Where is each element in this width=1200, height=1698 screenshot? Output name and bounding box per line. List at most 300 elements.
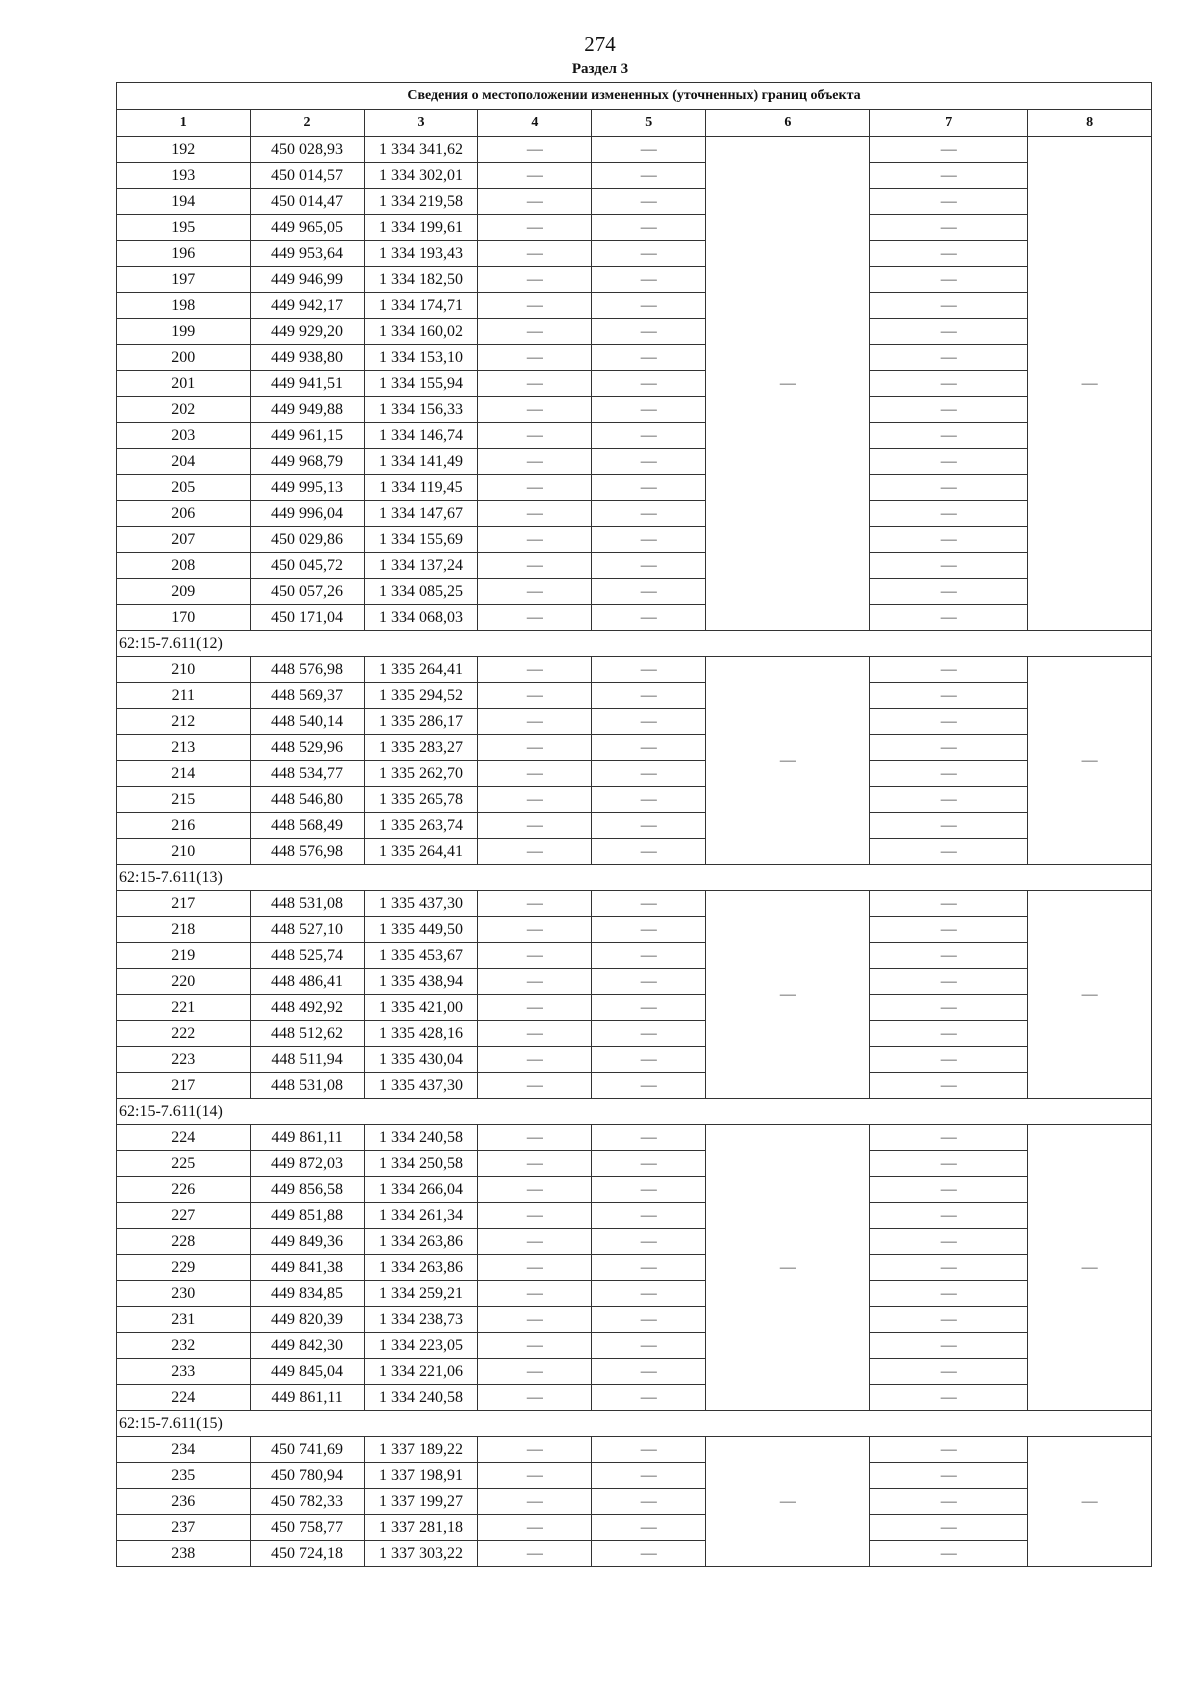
coord-y: 1 334 250,58 (364, 1151, 478, 1177)
point-number: 196 (117, 241, 251, 267)
coord-y: 1 334 263,86 (364, 1229, 478, 1255)
column-7-dash: — (870, 1177, 1028, 1203)
column-7-dash: — (870, 1151, 1028, 1177)
table-row (117, 995, 1152, 1021)
column-number: 1 (117, 110, 251, 137)
point-number: 221 (117, 995, 251, 1021)
column-5-dash: — (592, 1515, 706, 1541)
coord-y: 1 334 302,01 (364, 163, 478, 189)
table-row (117, 605, 1152, 631)
point-number: 194 (117, 189, 251, 215)
point-number: 233 (117, 1359, 251, 1385)
table-row (117, 1255, 1152, 1281)
column-7-dash: — (870, 345, 1028, 371)
column-5-dash: — (592, 709, 706, 735)
column-4-dash: — (478, 683, 592, 709)
column-7-dash: — (870, 527, 1028, 553)
table-row (117, 215, 1152, 241)
point-number: 192 (117, 137, 251, 163)
coord-x: 448 540,14 (250, 709, 364, 735)
table-row (117, 1333, 1152, 1359)
point-number: 193 (117, 163, 251, 189)
coord-x: 450 014,57 (250, 163, 364, 189)
point-number: 220 (117, 969, 251, 995)
coord-x: 450 029,86 (250, 527, 364, 553)
group-label: 62:15-7.611(15) (117, 1411, 1152, 1437)
table-row (117, 917, 1152, 943)
coord-y: 1 334 174,71 (364, 293, 478, 319)
column-6-dash: — (706, 891, 870, 1099)
coord-x: 449 929,20 (250, 319, 364, 345)
table-row (117, 267, 1152, 293)
column-7-dash: — (870, 579, 1028, 605)
column-7-dash: — (870, 1203, 1028, 1229)
coord-y: 1 334 182,50 (364, 267, 478, 293)
point-number: 205 (117, 475, 251, 501)
column-4-dash: — (478, 163, 592, 189)
column-4-dash: — (478, 1515, 592, 1541)
coord-y: 1 335 438,94 (364, 969, 478, 995)
column-4-dash: — (478, 813, 592, 839)
coord-x: 450 741,69 (250, 1437, 364, 1463)
column-4-dash: — (478, 995, 592, 1021)
coord-y: 1 335 263,74 (364, 813, 478, 839)
coord-y: 1 334 156,33 (364, 397, 478, 423)
column-4-dash: — (478, 1047, 592, 1073)
coord-x: 449 961,15 (250, 423, 364, 449)
coord-x: 450 171,04 (250, 605, 364, 631)
column-4-dash: — (478, 1021, 592, 1047)
column-7-dash: — (870, 943, 1028, 969)
coordinates-table (116, 82, 1152, 1567)
coord-x: 449 856,58 (250, 1177, 364, 1203)
column-7-dash: — (870, 449, 1028, 475)
coord-x: 448 492,92 (250, 995, 364, 1021)
column-5-dash: — (592, 891, 706, 917)
column-5-dash: — (592, 1021, 706, 1047)
column-5-dash: — (592, 137, 706, 163)
column-4-dash: — (478, 293, 592, 319)
table-row (117, 735, 1152, 761)
column-7-dash: — (870, 553, 1028, 579)
coord-x: 448 511,94 (250, 1047, 364, 1073)
coord-y: 1 335 428,16 (364, 1021, 478, 1047)
coord-y: 1 334 119,45 (364, 475, 478, 501)
table-row (117, 709, 1152, 735)
column-number: 2 (250, 110, 364, 137)
coord-y: 1 335 283,27 (364, 735, 478, 761)
column-4-dash: — (478, 1333, 592, 1359)
coord-y: 1 334 155,69 (364, 527, 478, 553)
column-7-dash: — (870, 215, 1028, 241)
point-number: 202 (117, 397, 251, 423)
column-5-dash: — (592, 319, 706, 345)
table-row (117, 579, 1152, 605)
coord-x: 448 525,74 (250, 943, 364, 969)
coord-x: 448 486,41 (250, 969, 364, 995)
point-number: 204 (117, 449, 251, 475)
column-6-dash: — (706, 1437, 870, 1567)
column-5-dash: — (592, 215, 706, 241)
point-number: 215 (117, 787, 251, 813)
point-number: 209 (117, 579, 251, 605)
table-row (117, 293, 1152, 319)
column-4-dash: — (478, 605, 592, 631)
coord-y: 1 334 263,86 (364, 1255, 478, 1281)
column-5-dash: — (592, 787, 706, 813)
column-4-dash: — (478, 579, 592, 605)
column-4-dash: — (478, 1151, 592, 1177)
coord-x: 449 941,51 (250, 371, 364, 397)
coord-y: 1 335 437,30 (364, 891, 478, 917)
column-5-dash: — (592, 1307, 706, 1333)
coord-x: 450 057,26 (250, 579, 364, 605)
column-4-dash: — (478, 267, 592, 293)
column-7-dash: — (870, 137, 1028, 163)
column-4-dash: — (478, 891, 592, 917)
column-7-dash: — (870, 241, 1028, 267)
point-number: 229 (117, 1255, 251, 1281)
table-row (117, 1125, 1152, 1151)
column-7-dash: — (870, 995, 1028, 1021)
column-7-dash: — (870, 917, 1028, 943)
coord-y: 1 335 262,70 (364, 761, 478, 787)
coord-y: 1 335 265,78 (364, 787, 478, 813)
point-number: 211 (117, 683, 251, 709)
point-number: 200 (117, 345, 251, 371)
point-number: 206 (117, 501, 251, 527)
column-5-dash: — (592, 1281, 706, 1307)
point-number: 201 (117, 371, 251, 397)
group-row (117, 865, 1152, 891)
coord-x: 449 996,04 (250, 501, 364, 527)
column-5-dash: — (592, 1385, 706, 1411)
column-4-dash: — (478, 1489, 592, 1515)
point-number: 208 (117, 553, 251, 579)
column-number: 5 (592, 110, 706, 137)
coord-y: 1 335 294,52 (364, 683, 478, 709)
column-4-dash: — (478, 761, 592, 787)
column-4-dash: — (478, 1255, 592, 1281)
point-number: 225 (117, 1151, 251, 1177)
coord-y: 1 334 146,74 (364, 423, 478, 449)
coord-y: 1 337 303,22 (364, 1541, 478, 1567)
coord-y: 1 334 238,73 (364, 1307, 478, 1333)
point-number: 197 (117, 267, 251, 293)
column-4-dash: — (478, 657, 592, 683)
column-7-dash: — (870, 1437, 1028, 1463)
column-8-dash: — (1028, 891, 1152, 1099)
column-5-dash: — (592, 501, 706, 527)
point-number: 237 (117, 1515, 251, 1541)
point-number: 228 (117, 1229, 251, 1255)
column-4-dash: — (478, 475, 592, 501)
column-7-dash: — (870, 891, 1028, 917)
point-number: 231 (117, 1307, 251, 1333)
table-row (117, 891, 1152, 917)
column-5-dash: — (592, 969, 706, 995)
column-7-dash: — (870, 657, 1028, 683)
column-5-dash: — (592, 423, 706, 449)
column-5-dash: — (592, 1177, 706, 1203)
column-4-dash: — (478, 371, 592, 397)
column-4-dash: — (478, 345, 592, 371)
coord-x: 450 028,93 (250, 137, 364, 163)
table-row (117, 345, 1152, 371)
column-7-dash: — (870, 1489, 1028, 1515)
group-row (117, 1099, 1152, 1125)
column-7-dash: — (870, 1229, 1028, 1255)
column-5-dash: — (592, 761, 706, 787)
table-row (117, 1177, 1152, 1203)
point-number: 219 (117, 943, 251, 969)
column-5-dash: — (592, 371, 706, 397)
coord-y: 1 334 085,25 (364, 579, 478, 605)
column-5-dash: — (592, 1437, 706, 1463)
coord-x: 449 841,38 (250, 1255, 364, 1281)
coord-x: 449 953,64 (250, 241, 364, 267)
column-7-dash: — (870, 735, 1028, 761)
table-row (117, 241, 1152, 267)
group-row (117, 631, 1152, 657)
coord-y: 1 334 160,02 (364, 319, 478, 345)
table-row (117, 137, 1152, 163)
column-4-dash: — (478, 137, 592, 163)
column-4-dash: — (478, 709, 592, 735)
table-row (117, 839, 1152, 865)
coord-x: 449 834,85 (250, 1281, 364, 1307)
column-7-dash: — (870, 709, 1028, 735)
coord-y: 1 334 223,05 (364, 1333, 478, 1359)
table-row (117, 397, 1152, 423)
column-7-dash: — (870, 371, 1028, 397)
coord-y: 1 334 261,34 (364, 1203, 478, 1229)
column-number: 4 (478, 110, 592, 137)
table-row (117, 163, 1152, 189)
column-4-dash: — (478, 1203, 592, 1229)
column-4-dash: — (478, 501, 592, 527)
table-row (117, 761, 1152, 787)
column-4-dash: — (478, 1307, 592, 1333)
column-4-dash: — (478, 943, 592, 969)
coord-x: 449 949,88 (250, 397, 364, 423)
coord-x: 449 995,13 (250, 475, 364, 501)
column-4-dash: — (478, 397, 592, 423)
coord-x: 448 531,08 (250, 1073, 364, 1099)
coord-y: 1 334 068,03 (364, 605, 478, 631)
column-7-dash: — (870, 319, 1028, 345)
column-7-dash: — (870, 1333, 1028, 1359)
column-6-dash: — (706, 1125, 870, 1411)
table-row (117, 1021, 1152, 1047)
coord-x: 449 849,36 (250, 1229, 364, 1255)
table-row (117, 1047, 1152, 1073)
column-5-dash: — (592, 1073, 706, 1099)
table-row (117, 189, 1152, 215)
column-number-row (117, 110, 1152, 137)
column-4-dash: — (478, 1359, 592, 1385)
column-4-dash: — (478, 917, 592, 943)
coord-y: 1 335 286,17 (364, 709, 478, 735)
table-row (117, 1307, 1152, 1333)
point-number: 218 (117, 917, 251, 943)
column-5-dash: — (592, 241, 706, 267)
coord-y: 1 334 147,67 (364, 501, 478, 527)
column-4-dash: — (478, 319, 592, 345)
coord-y: 1 337 198,91 (364, 1463, 478, 1489)
coord-x: 448 576,98 (250, 839, 364, 865)
coord-x: 450 045,72 (250, 553, 364, 579)
table-row (117, 943, 1152, 969)
column-7-dash: — (870, 683, 1028, 709)
point-number: 234 (117, 1437, 251, 1463)
column-5-dash: — (592, 1333, 706, 1359)
point-number: 214 (117, 761, 251, 787)
table-title-row (117, 83, 1152, 110)
coord-x: 450 014,47 (250, 189, 364, 215)
column-4-dash: — (478, 1541, 592, 1567)
coord-y: 1 334 221,06 (364, 1359, 478, 1385)
column-7-dash: — (870, 1047, 1028, 1073)
coord-x: 450 782,33 (250, 1489, 364, 1515)
table-row (117, 683, 1152, 709)
column-7-dash: — (870, 787, 1028, 813)
point-number: 222 (117, 1021, 251, 1047)
column-8-dash: — (1028, 657, 1152, 865)
point-number: 224 (117, 1385, 251, 1411)
coord-x: 449 965,05 (250, 215, 364, 241)
column-4-dash: — (478, 969, 592, 995)
column-number: 3 (364, 110, 478, 137)
table-row (117, 1281, 1152, 1307)
coord-x: 449 845,04 (250, 1359, 364, 1385)
column-7-dash: — (870, 813, 1028, 839)
table-row (117, 787, 1152, 813)
table-row (117, 1385, 1152, 1411)
group-label: 62:15-7.611(14) (117, 1099, 1152, 1125)
column-7-dash: — (870, 423, 1028, 449)
column-4-dash: — (478, 241, 592, 267)
column-7-dash: — (870, 1463, 1028, 1489)
column-5-dash: — (592, 943, 706, 969)
point-number: 216 (117, 813, 251, 839)
coord-x: 449 820,39 (250, 1307, 364, 1333)
column-7-dash: — (870, 1385, 1028, 1411)
column-5-dash: — (592, 683, 706, 709)
column-7-dash: — (870, 1307, 1028, 1333)
point-number: 230 (117, 1281, 251, 1307)
column-7-dash: — (870, 475, 1028, 501)
table-row (117, 1229, 1152, 1255)
column-7-dash: — (870, 397, 1028, 423)
point-number: 195 (117, 215, 251, 241)
group-label: 62:15-7.611(13) (117, 865, 1152, 891)
point-number: 223 (117, 1047, 251, 1073)
table-row (117, 969, 1152, 995)
column-5-dash: — (592, 813, 706, 839)
point-number: 227 (117, 1203, 251, 1229)
column-5-dash: — (592, 1489, 706, 1515)
coord-y: 1 334 137,24 (364, 553, 478, 579)
column-4-dash: — (478, 527, 592, 553)
column-5-dash: — (592, 1151, 706, 1177)
coord-y: 1 335 264,41 (364, 657, 478, 683)
coord-x: 450 724,18 (250, 1541, 364, 1567)
column-4-dash: — (478, 423, 592, 449)
coord-y: 1 334 259,21 (364, 1281, 478, 1307)
point-number: 203 (117, 423, 251, 449)
column-4-dash: — (478, 1437, 592, 1463)
coord-x: 449 842,30 (250, 1333, 364, 1359)
table-row (117, 319, 1152, 345)
coord-x: 448 534,77 (250, 761, 364, 787)
point-number: 210 (117, 839, 251, 865)
column-7-dash: — (870, 605, 1028, 631)
table-row (117, 1541, 1152, 1567)
coord-y: 1 334 153,10 (364, 345, 478, 371)
column-7-dash: — (870, 1541, 1028, 1567)
column-8-dash: — (1028, 1125, 1152, 1411)
column-7-dash: — (870, 501, 1028, 527)
coord-x: 448 546,80 (250, 787, 364, 813)
group-label: 62:15-7.611(12) (117, 631, 1152, 657)
point-number: 238 (117, 1541, 251, 1567)
column-4-dash: — (478, 553, 592, 579)
coord-x: 448 568,49 (250, 813, 364, 839)
column-5-dash: — (592, 1203, 706, 1229)
column-4-dash: — (478, 1229, 592, 1255)
point-number: 236 (117, 1489, 251, 1515)
column-4-dash: — (478, 1385, 592, 1411)
table-row (117, 1151, 1152, 1177)
coord-x: 449 938,80 (250, 345, 364, 371)
coord-x: 449 942,17 (250, 293, 364, 319)
column-number: 6 (706, 110, 870, 137)
column-6-dash: — (706, 657, 870, 865)
column-4-dash: — (478, 839, 592, 865)
table-row (117, 657, 1152, 683)
column-5-dash: — (592, 1229, 706, 1255)
coord-y: 1 334 199,61 (364, 215, 478, 241)
coord-x: 448 531,08 (250, 891, 364, 917)
table-row (117, 423, 1152, 449)
column-5-dash: — (592, 449, 706, 475)
coord-y: 1 337 189,22 (364, 1437, 478, 1463)
group-row (117, 1411, 1152, 1437)
column-7-dash: — (870, 1021, 1028, 1047)
point-number: 212 (117, 709, 251, 735)
column-4-dash: — (478, 449, 592, 475)
column-7-dash: — (870, 1359, 1028, 1385)
column-5-dash: — (592, 345, 706, 371)
column-5-dash: — (592, 1541, 706, 1567)
coord-y: 1 334 219,58 (364, 189, 478, 215)
point-number: 198 (117, 293, 251, 319)
point-number: 213 (117, 735, 251, 761)
coord-x: 449 851,88 (250, 1203, 364, 1229)
column-4-dash: — (478, 215, 592, 241)
column-5-dash: — (592, 1463, 706, 1489)
coord-x: 449 872,03 (250, 1151, 364, 1177)
coord-y: 1 335 449,50 (364, 917, 478, 943)
point-number: 226 (117, 1177, 251, 1203)
point-number: 210 (117, 657, 251, 683)
page-number: 274 (584, 32, 616, 56)
coord-y: 1 334 341,62 (364, 137, 478, 163)
column-5-dash: — (592, 1125, 706, 1151)
table-row (117, 1515, 1152, 1541)
coord-x: 449 946,99 (250, 267, 364, 293)
